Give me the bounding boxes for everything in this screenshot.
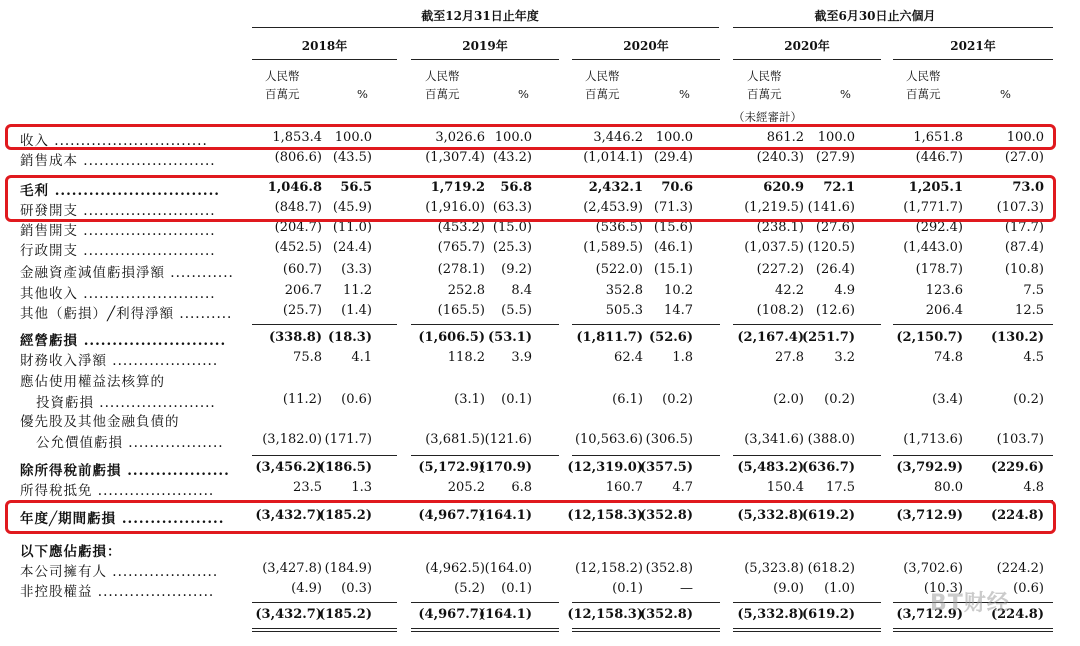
- cell-value: (165.5): [437, 303, 485, 318]
- cell-value: 80.0: [934, 480, 963, 495]
- group-rule-halfyear: [733, 27, 1053, 28]
- unit-label: 人民幣 百萬元: [747, 69, 782, 101]
- cell-value: (3.1): [454, 392, 485, 407]
- cell-value: (848.7): [274, 200, 322, 215]
- cell-value: (120.5): [807, 240, 855, 255]
- cell-value: (352.8): [639, 508, 693, 523]
- cell-value: (43.5): [332, 150, 372, 165]
- cell-value: (24.4): [332, 240, 372, 255]
- year-2020-h1: 2020年: [784, 39, 830, 53]
- total-rule: [252, 324, 397, 325]
- cell-value: 620.9: [763, 180, 804, 195]
- group-rule-annual: [252, 27, 719, 28]
- cell-value: (0.6): [341, 392, 372, 407]
- percent-label: %: [518, 87, 529, 101]
- cell-value: 1,046.8: [267, 180, 322, 195]
- cell-value: (1.0): [824, 581, 855, 596]
- row-label: 其他收入 .........................: [20, 286, 216, 302]
- cell-value: (453.2): [437, 220, 485, 235]
- cell-value: (224.8): [990, 607, 1044, 622]
- cell-value: 123.6: [925, 283, 963, 298]
- cell-value: 861.2: [766, 130, 804, 145]
- cell-value: (2,167.4): [737, 330, 804, 345]
- cell-value: 100.0: [655, 130, 693, 145]
- total-rule: [411, 324, 559, 325]
- row-label: 銷售成本 .........................: [20, 153, 216, 169]
- cell-value: (2,150.7): [896, 330, 963, 345]
- cell-value: 75.8: [293, 350, 322, 365]
- row-label: 銷售開支 .........................: [20, 223, 216, 239]
- cell-value: (12,158.3): [567, 607, 643, 622]
- cell-value: 3,026.6: [435, 130, 485, 145]
- cell-value: 4.5: [1023, 350, 1044, 365]
- row-label: 毛利 .............................: [20, 183, 220, 199]
- total-rule: [733, 455, 881, 456]
- cell-value: 118.2: [447, 350, 485, 365]
- cell-value: (306.5): [645, 432, 693, 447]
- cell-value: (3,681.5): [425, 432, 485, 447]
- cell-value: (10.8): [1004, 262, 1044, 277]
- cell-value: (4,967.7): [418, 607, 485, 622]
- cell-value: (27.0): [1004, 150, 1044, 165]
- cell-value: (1,014.1): [583, 150, 643, 165]
- cell-value: (141.6): [807, 200, 855, 215]
- cell-value: (3,712.9): [896, 607, 963, 622]
- cell-value: 4.9: [834, 283, 855, 298]
- cell-value: 62.4: [614, 350, 643, 365]
- cell-value: (1,219.5): [744, 200, 804, 215]
- cell-value: 4.8: [1023, 480, 1044, 495]
- cell-value: (9.2): [501, 262, 532, 277]
- total-rule: [893, 628, 1053, 629]
- year-2020: 2020年: [623, 39, 669, 53]
- cell-value: (26.4): [815, 262, 855, 277]
- watermark: BT财经: [930, 591, 1010, 616]
- cell-value: 160.7: [605, 480, 643, 495]
- row-label: 所得稅抵免 ......................: [20, 483, 215, 499]
- cell-value: (3,341.6): [744, 432, 804, 447]
- highlight-revenue: [5, 124, 1056, 150]
- cell-value: (3.4): [932, 392, 963, 407]
- cell-value: 1,205.1: [908, 180, 963, 195]
- cell-value: (357.5): [639, 460, 693, 475]
- cell-value: 150.4: [766, 480, 804, 495]
- cell-value: (46.1): [653, 240, 693, 255]
- row-label: 其他（虧損）╱利得淨額 ..........: [20, 306, 233, 322]
- cell-value: 14.7: [664, 303, 693, 318]
- cell-value: (388.0): [807, 432, 855, 447]
- cell-value: (164.1): [478, 607, 532, 622]
- cell-value: (618.2): [807, 561, 855, 576]
- cell-value: (0.2): [824, 392, 855, 407]
- cell-value: (5.5): [501, 303, 532, 318]
- cell-value: (1.4): [341, 303, 372, 318]
- year-2018: 2018年: [301, 39, 348, 53]
- total-rule: [252, 455, 397, 456]
- cell-value: (1,443.0): [903, 240, 963, 255]
- cell-value: 100.0: [334, 130, 372, 145]
- cell-value: (15.0): [492, 220, 532, 235]
- cell-value: (619.2): [801, 508, 855, 523]
- row-label: 經營虧損 .........................: [20, 333, 227, 349]
- cell-value: —: [680, 581, 693, 596]
- cell-value: (29.4): [653, 150, 693, 165]
- cell-value: (12,319.0): [567, 460, 643, 475]
- cell-value: 11.2: [343, 283, 372, 298]
- cell-value: (15.1): [653, 262, 693, 277]
- unaudited-note: （未經審計）: [733, 110, 802, 124]
- cell-value: (227.2): [756, 262, 804, 277]
- total-rule: [733, 602, 881, 603]
- cell-value: 56.5: [340, 180, 372, 195]
- header-group-halfyear: 截至6月30日止六個月: [814, 9, 936, 23]
- cell-value: (25.7): [282, 303, 322, 318]
- total-rule: [252, 631, 397, 632]
- year-rule: [893, 59, 1053, 60]
- cell-value: (5,172.9): [418, 460, 485, 475]
- cell-value: 3.2: [834, 350, 855, 365]
- cell-value: (3,432.7): [255, 508, 322, 523]
- cell-value: (107.3): [996, 200, 1044, 215]
- cell-value: (251.7): [801, 330, 855, 345]
- cell-value: 70.6: [661, 180, 693, 195]
- cell-value: 1,853.4: [272, 130, 322, 145]
- cell-value: (292.4): [915, 220, 963, 235]
- cell-value: (619.2): [801, 607, 855, 622]
- cell-value: (6.1): [612, 392, 643, 407]
- total-rule: [252, 628, 397, 629]
- cell-value: (240.3): [756, 150, 804, 165]
- cell-value: (1,606.5): [418, 330, 485, 345]
- cell-value: 73.0: [1012, 180, 1044, 195]
- cell-value: (53.1): [488, 330, 532, 345]
- cell-value: (178.7): [915, 262, 963, 277]
- unit-label: 人民幣 百萬元: [585, 69, 620, 101]
- cell-value: 10.2: [664, 283, 693, 298]
- cell-value: (238.1): [756, 220, 804, 235]
- cell-value: (170.9): [478, 460, 532, 475]
- cell-value: (43.2): [492, 150, 532, 165]
- cell-value: (27.9): [815, 150, 855, 165]
- cell-value: (11.0): [332, 220, 372, 235]
- cell-value: (5,483.2): [737, 460, 804, 475]
- row-label: 收入 .............................: [20, 133, 208, 149]
- cell-value: 56.8: [500, 180, 532, 195]
- row-label: 行政開支 .........................: [20, 243, 216, 259]
- cell-value: 7.5: [1023, 283, 1044, 298]
- total-rule: [893, 631, 1053, 632]
- cell-value: (12,158.3): [567, 508, 643, 523]
- cell-value: (452.5): [274, 240, 322, 255]
- row-label: 財務收入淨額 ....................: [20, 353, 219, 369]
- cell-value: 4.7: [672, 480, 693, 495]
- cell-value: (3,712.9): [896, 508, 963, 523]
- cell-value: (185.2): [318, 508, 372, 523]
- row-label: 投資虧損 ......................: [36, 395, 216, 411]
- total-rule: [893, 455, 1053, 456]
- row-label: 以下應佔虧損：: [20, 544, 122, 560]
- cell-value: (806.6): [274, 150, 322, 165]
- cell-value: (103.7): [996, 432, 1044, 447]
- cell-value: 6.8: [511, 480, 532, 495]
- row-label: 除所得稅前虧損 ..................: [20, 463, 230, 479]
- cell-value: (3,702.6): [903, 561, 963, 576]
- row-label: 年度╱期間虧損 ..................: [20, 511, 225, 527]
- cell-value: 100.0: [494, 130, 532, 145]
- cell-value: (2,453.9): [583, 200, 643, 215]
- cell-value: 2,432.1: [588, 180, 643, 195]
- highlight-gross-profit-rd: [5, 175, 1056, 222]
- cell-value: 3.9: [511, 350, 532, 365]
- cell-value: 100.0: [1006, 130, 1044, 145]
- cell-value: (130.2): [990, 330, 1044, 345]
- cell-value: (0.3): [341, 581, 372, 596]
- row-label: 非控股權益 ......................: [20, 584, 215, 600]
- total-rule: [572, 455, 720, 456]
- cell-value: (204.7): [274, 220, 322, 235]
- cell-value: 206.7: [284, 283, 322, 298]
- year-rule: [411, 59, 559, 60]
- cell-value: 352.8: [605, 283, 643, 298]
- cell-value: (1,713.6): [903, 432, 963, 447]
- cell-value: (3,427.8): [262, 561, 322, 576]
- cell-value: (171.7): [324, 432, 372, 447]
- total-rule: [411, 631, 559, 632]
- cell-value: (121.6): [484, 432, 532, 447]
- unit-label: 人民幣 百萬元: [906, 69, 941, 101]
- cell-value: (0.6): [1013, 581, 1044, 596]
- cell-value: 3,446.2: [593, 130, 643, 145]
- cell-value: (10.3): [923, 581, 963, 596]
- total-rule: [411, 628, 559, 629]
- total-rule: [733, 631, 881, 632]
- year-2021-h1: 2021年: [950, 39, 996, 53]
- cell-value: (186.5): [318, 460, 372, 475]
- cell-value: (4,962.5): [425, 561, 485, 576]
- cell-value: 1,651.8: [913, 130, 963, 145]
- cell-value: 100.0: [817, 130, 855, 145]
- cell-value: (352.8): [639, 607, 693, 622]
- unit-label: 人民幣 百萬元: [265, 69, 300, 101]
- row-label: 優先股及其他金融負債的: [20, 414, 180, 430]
- cell-value: (229.6): [990, 460, 1044, 475]
- cell-value: (12,158.2): [574, 561, 643, 576]
- row-label: 研發開支 .........................: [20, 203, 216, 219]
- cell-value: (636.7): [801, 460, 855, 475]
- cell-value: (0.1): [612, 581, 643, 596]
- row-label: 金融資產減值虧損淨額 ............: [20, 265, 234, 281]
- cell-value: (63.3): [492, 200, 532, 215]
- cell-value: (4,967.7): [418, 508, 485, 523]
- year-rule: [733, 59, 881, 60]
- cell-value: (45.9): [332, 200, 372, 215]
- total-rule: [411, 602, 559, 603]
- cell-value: 4.1: [351, 350, 372, 365]
- total-rule: [572, 602, 720, 603]
- cell-value: (18.3): [328, 330, 372, 345]
- cell-value: (3.3): [341, 262, 372, 277]
- total-rule: [733, 628, 881, 629]
- cell-value: 206.4: [925, 303, 963, 318]
- cell-value: (536.5): [595, 220, 643, 235]
- header-group-annual: 截至12月31日止年度: [421, 9, 539, 23]
- cell-value: (1,771.7): [903, 200, 963, 215]
- cell-value: (3,456.2): [255, 460, 322, 475]
- cell-value: (3,432.7): [255, 607, 322, 622]
- cell-value: (25.3): [492, 240, 532, 255]
- cell-value: (0.2): [1013, 392, 1044, 407]
- cell-value: (184.9): [324, 561, 372, 576]
- cell-value: (1,589.5): [583, 240, 643, 255]
- year-rule: [252, 59, 397, 60]
- cell-value: (4.9): [291, 581, 322, 596]
- cell-value: (224.2): [996, 561, 1044, 576]
- cell-value: (446.7): [915, 150, 963, 165]
- cell-value: (224.8): [990, 508, 1044, 523]
- total-rule: [572, 324, 720, 325]
- row-label: 應佔使用權益法核算的: [20, 374, 165, 390]
- cell-value: (0.1): [501, 581, 532, 596]
- percent-label: %: [357, 87, 368, 101]
- total-rule: [893, 324, 1053, 325]
- percent-label: %: [840, 87, 851, 101]
- cell-value: 27.8: [775, 350, 804, 365]
- cell-value: (0.1): [501, 392, 532, 407]
- cell-value: (87.4): [1004, 240, 1044, 255]
- cell-value: (5,332.8): [737, 607, 804, 622]
- cell-value: (0.2): [662, 392, 693, 407]
- cell-value: (1,916.0): [425, 200, 485, 215]
- cell-value: 252.8: [447, 283, 485, 298]
- total-rule: [572, 628, 720, 629]
- cell-value: (765.7): [437, 240, 485, 255]
- cell-value: (338.8): [268, 330, 322, 345]
- total-rule: [572, 631, 720, 632]
- cell-value: (5,332.8): [737, 508, 804, 523]
- cell-value: (9.0): [773, 581, 804, 596]
- cell-value: 23.5: [293, 480, 322, 495]
- highlight-net-loss: [5, 500, 1056, 534]
- cell-value: (5.2): [454, 581, 485, 596]
- cell-value: (278.1): [437, 262, 485, 277]
- cell-value: (1,037.5): [744, 240, 804, 255]
- cell-value: (3,182.0): [262, 432, 322, 447]
- cell-value: (71.3): [653, 200, 693, 215]
- cell-value: (522.0): [595, 262, 643, 277]
- cell-value: 1.3: [351, 480, 372, 495]
- cell-value: (164.0): [484, 561, 532, 576]
- cell-value: (2.0): [773, 392, 804, 407]
- percent-label: %: [1000, 87, 1011, 101]
- row-label: 本公司擁有人 ....................: [20, 564, 219, 580]
- cell-value: (27.6): [815, 220, 855, 235]
- cell-value: 1,719.2: [430, 180, 485, 195]
- cell-value: (11.2): [282, 392, 322, 407]
- cell-value: 74.8: [934, 350, 963, 365]
- cell-value: (10,563.6): [574, 432, 643, 447]
- cell-value: (1,811.7): [576, 330, 643, 345]
- cell-value: (5,323.8): [744, 561, 804, 576]
- cell-value: (185.2): [318, 607, 372, 622]
- cell-value: (1,307.4): [425, 150, 485, 165]
- total-rule: [411, 455, 559, 456]
- cell-value: (164.1): [478, 508, 532, 523]
- cell-value: 17.5: [826, 480, 855, 495]
- cell-value: 12.5: [1015, 303, 1044, 318]
- total-rule: [733, 324, 881, 325]
- unit-label: 人民幣 百萬元: [425, 69, 460, 101]
- cell-value: 8.4: [511, 283, 532, 298]
- cell-value: 505.3: [605, 303, 643, 318]
- percent-label: %: [679, 87, 690, 101]
- cell-value: (3,792.9): [896, 460, 963, 475]
- cell-value: (17.7): [1004, 220, 1044, 235]
- cell-value: (52.6): [649, 330, 693, 345]
- cell-value: 1.8: [672, 350, 693, 365]
- cell-value: 72.1: [823, 180, 855, 195]
- cell-value: (12.6): [815, 303, 855, 318]
- cell-value: (108.2): [756, 303, 804, 318]
- cell-value: (60.7): [282, 262, 322, 277]
- cell-value: (352.8): [645, 561, 693, 576]
- cell-value: (15.6): [653, 220, 693, 235]
- total-rule: [252, 602, 397, 603]
- year-2019: 2019年: [462, 39, 508, 53]
- year-rule: [572, 59, 720, 60]
- cell-value: 205.2: [447, 480, 485, 495]
- row-label: 公允價值虧損 ..................: [36, 435, 224, 451]
- cell-value: 42.2: [775, 283, 804, 298]
